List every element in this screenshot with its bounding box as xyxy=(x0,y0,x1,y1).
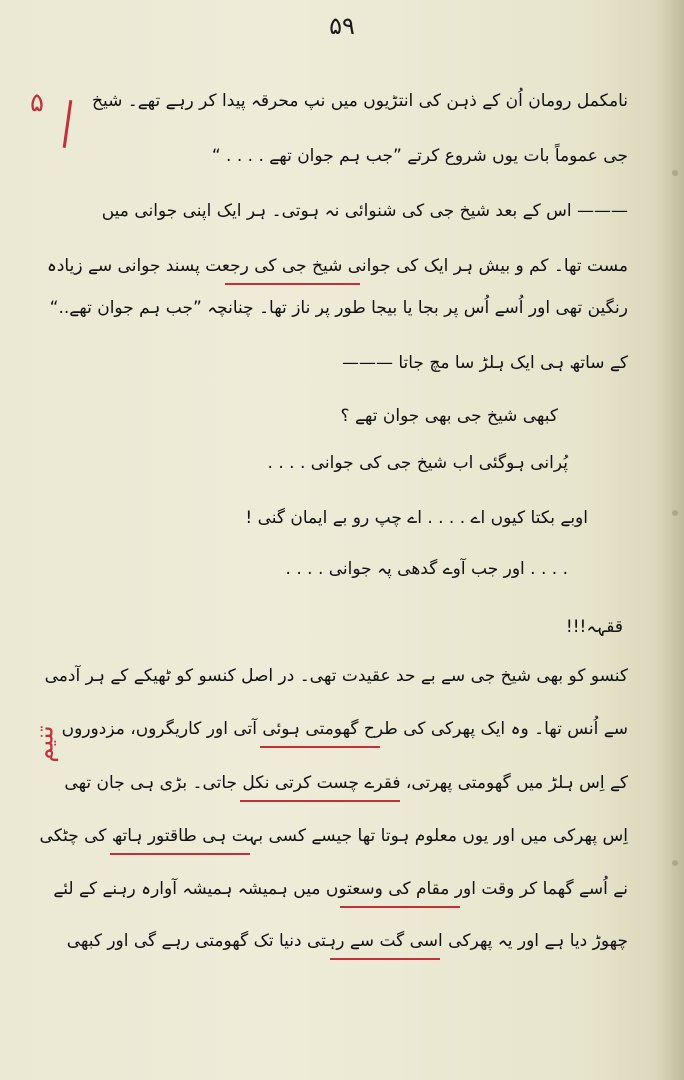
underline-annotation xyxy=(330,958,440,960)
text-line: ——— اس کے بعد شیخ جی کی شنوائی نہ ہوتی۔ ہر ایک اپنی جوانی میں xyxy=(101,201,628,221)
underline-annotation xyxy=(225,283,360,285)
text-line: اِس پھرکی میں اور یوں معلوم ہوتا تھا جیسے کسی بہت ہی طاقتور ہاتھ کی چٹکی xyxy=(39,826,628,846)
underline-annotation xyxy=(260,746,380,748)
text-line: جی عموماً بات یوں شروع کرتے ”جب ہم جوان تھے . . . . “ xyxy=(211,146,628,166)
underline-annotation xyxy=(240,800,400,802)
text-line: کے ساتھ ہی ایک ہلڑ سا مچ جاتا ——— xyxy=(341,353,628,373)
binding-hole xyxy=(672,510,678,516)
text-line: مست تھا۔ کم و بیش ہر ایک کی جوانی شیخ جی کی رجعت پسند جوانی سے زیادہ xyxy=(46,256,628,276)
text-line: کبھی شیخ جی بھی جوان تھے ؟ xyxy=(340,406,558,426)
text-line: اوبے بکتا کیوں اے . . . . اے چپ رو بے ایمان گنی ! xyxy=(245,508,588,528)
text-line: کے اِس ہلڑ میں گھومتی پھرتی، فقرے چست کرتی نکل جاتی۔ بڑی ہی جان تھی xyxy=(64,773,628,793)
margin-note-top: ۵ xyxy=(30,88,44,118)
text-line: ققہہ!!! xyxy=(565,617,623,637)
text-line: . . . . اور جب آوے گدھی پہ جوانی . . . . xyxy=(285,559,568,579)
text-line: سے اُنس تھا۔ وہ ایک پھرکی کی طرح گھومتی ہوئی آتی اور کاریگروں، مزدوروں xyxy=(61,719,628,739)
binding-hole xyxy=(672,860,678,866)
binding-hole xyxy=(672,170,678,176)
underline-annotation xyxy=(340,906,460,908)
underline-annotation xyxy=(110,853,250,855)
text-line: نے اُسے گھما کر وقت اور مقام کی وسعتوں میں ہمیشہ ہمیشہ آوارہ رہنے کے لئے xyxy=(53,879,628,899)
text-line: پُرانی ہوگئی اب شیخ جی کی جوانی . . . . xyxy=(267,453,568,473)
text-line: کنسو کو بھی شیخ جی سے بے حد عقیدت تھی۔ در اصل کنسو کو ٹھیکے کے ہر آدمی xyxy=(44,666,628,686)
text-line: چھوڑ دیا ہے اور یہ پھرکی اسی گت سے رہتی دنیا تک گھومتی رہے گی اور کبھی xyxy=(66,931,628,951)
page-number: ۵۹ xyxy=(329,12,355,40)
text-line: نامکمل رومان اُن کے ذہن کی انتڑیوں میں نپ محرقہ پیدا کر رہے تھے۔ شیخ xyxy=(91,91,628,111)
margin-note-bottom: تنیم xyxy=(30,725,59,763)
text-line: رنگین تھی اور اُسے اُس پر بجا یا بیجا طور پر ناز تھا۔ چنانچہ ”جب ہم جوان تھے..“ xyxy=(49,298,628,318)
